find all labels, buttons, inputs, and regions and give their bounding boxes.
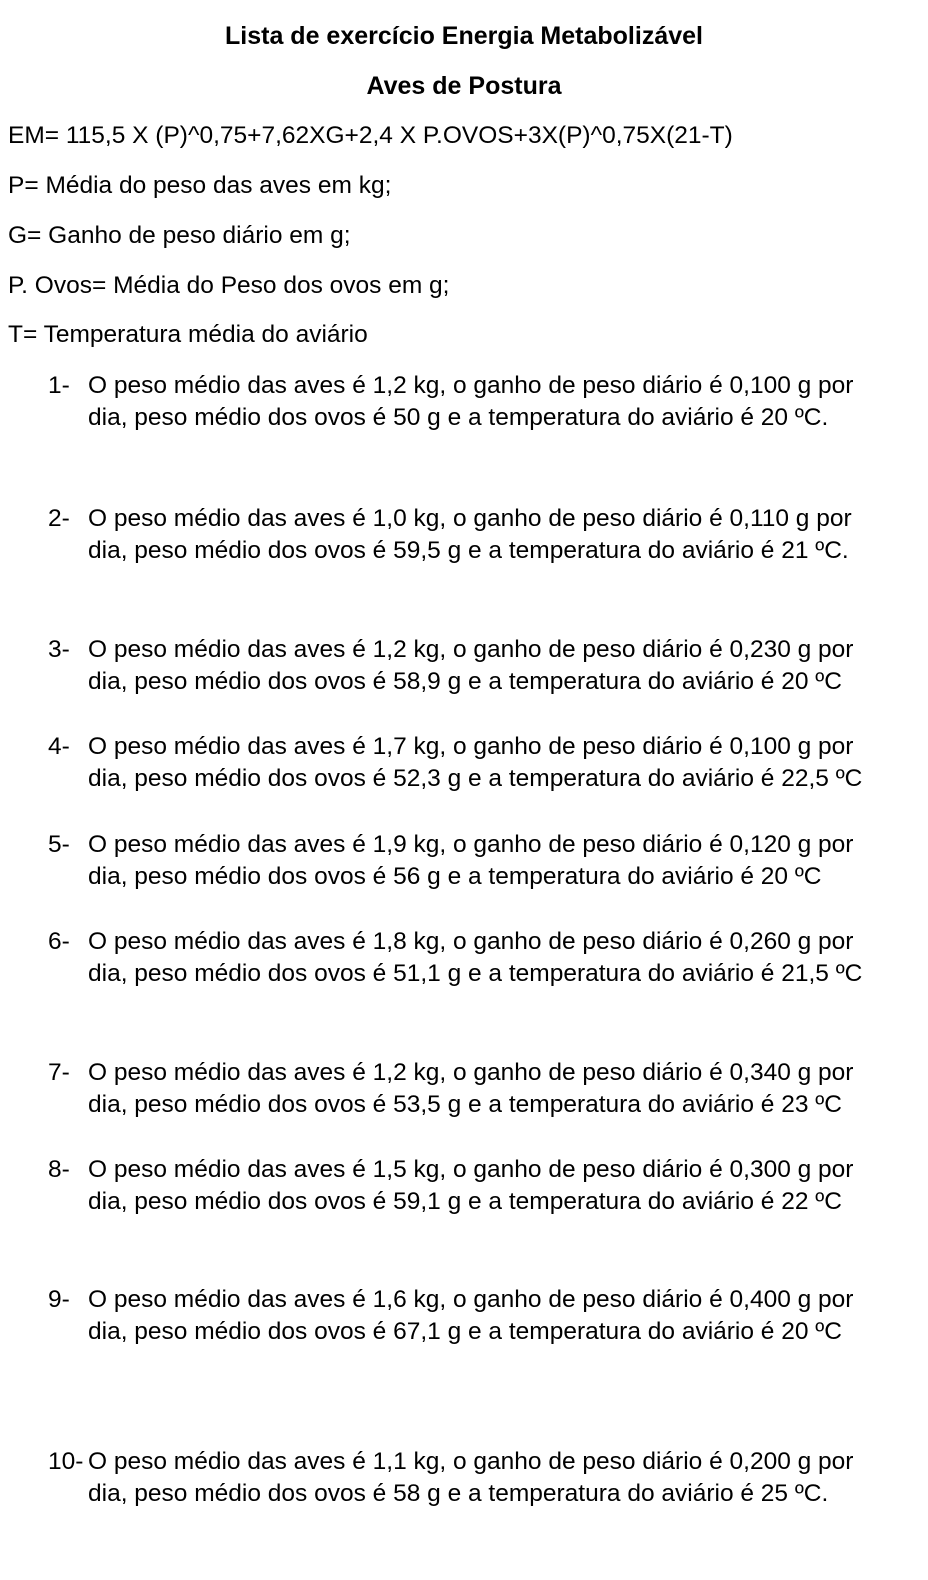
exercise-9: [48, 1284, 920, 1348]
formula: EM= 115,5 X (P)^0,75+7,62XG+2,4 X P.OVOS+3X(P)^0,75X(21-T): [8, 122, 733, 149]
exercise-number: 4-: [48, 733, 70, 760]
exercise-text: O peso médio das aves é 1,8 kg, o ganho de peso diário é 0,260 g por dia, peso médio dos ovos é 51,1 g e a temperatura do aviário é 21,5 ºC: [88, 928, 863, 987]
document-subtitle: Aves de Postura: [366, 72, 562, 100]
exercise-text: O peso médio das aves é 1,2 kg, o ganho de peso diário é 0,230 g por dia, peso médio dos ovos é 58,9 g e a temperatura do aviário é 20 ºC: [88, 636, 854, 695]
exercise-text: O peso médio das aves é 1,6 kg, o ganho de peso diário é 0,400 g por dia, peso médio dos ovos é 67,1 g e a temperatura do aviário é 20 ºC: [88, 1286, 854, 1345]
document-title: Lista de exercício Energia Metabolizável: [225, 22, 703, 50]
exercise-text: O peso médio das aves é 1,5 kg, o ganho de peso diário é 0,300 g por dia, peso médio dos ovos é 59,1 g e a temperatura do aviário é 22 ºC: [88, 1156, 854, 1215]
exercise-6: [48, 926, 920, 990]
exercise-number: 9-: [48, 1286, 70, 1313]
exercise-5: [48, 829, 920, 893]
exercise-text: O peso médio das aves é 1,7 kg, o ganho de peso diário é 0,100 g por dia, peso médio dos ovos é 52,3 g e a temperatura do aviário é 22,5 ºC: [88, 733, 863, 792]
exercise-number: 10-: [48, 1448, 84, 1475]
exercise-text: O peso médio das aves é 1,1 kg, o ganho de peso diário é 0,200 g por dia, peso médio dos ovos é 58 g e a temperatura do aviário é 25 ºC.: [88, 1448, 854, 1507]
exercise-3: [48, 634, 920, 698]
definition-g: G= Ganho de peso diário em g;: [8, 222, 351, 249]
exercise-number: 8-: [48, 1156, 70, 1183]
exercise-7: [48, 1057, 920, 1121]
exercise-number: 5-: [48, 831, 70, 858]
exercise-text: O peso médio das aves é 1,2 kg, o ganho de peso diário é 0,340 g por dia, peso médio dos ovos é 53,5 g e a temperatura do aviário é 23 ºC: [88, 1059, 854, 1118]
definition-p: P= Média do peso das aves em kg;: [8, 172, 392, 199]
exercise-number: 1-: [48, 372, 70, 399]
exercise-2: [48, 503, 920, 567]
exercise-1: [48, 370, 920, 434]
exercise-number: 2-: [48, 505, 70, 532]
definition-p-ovos: P. Ovos= Média do Peso dos ovos em g;: [8, 272, 450, 299]
exercise-number: 3-: [48, 636, 70, 663]
exercise-number: 7-: [48, 1059, 70, 1086]
exercise-text: O peso médio das aves é 1,9 kg, o ganho de peso diário é 0,120 g por dia, peso médio dos ovos é 56 g e a temperatura do aviário é 20 ºC: [88, 831, 854, 890]
exercise-10: [48, 1446, 920, 1510]
exercise-text: O peso médio das aves é 1,2 kg, o ganho de peso diário é 0,100 g por dia, peso médio dos ovos é 50 g e a temperatura do aviário é 20 ºC.: [88, 372, 854, 431]
exercise-text: O peso médio das aves é 1,0 kg, o ganho de peso diário é 0,110 g por dia, peso médio dos ovos é 59,5 g e a temperatura do aviário é 21 ºC.: [88, 505, 852, 564]
exercise-number: 6-: [48, 928, 70, 955]
exercise-8: [48, 1154, 920, 1218]
definition-t: T= Temperatura média do aviário: [8, 321, 368, 348]
exercise-4: [48, 731, 920, 795]
